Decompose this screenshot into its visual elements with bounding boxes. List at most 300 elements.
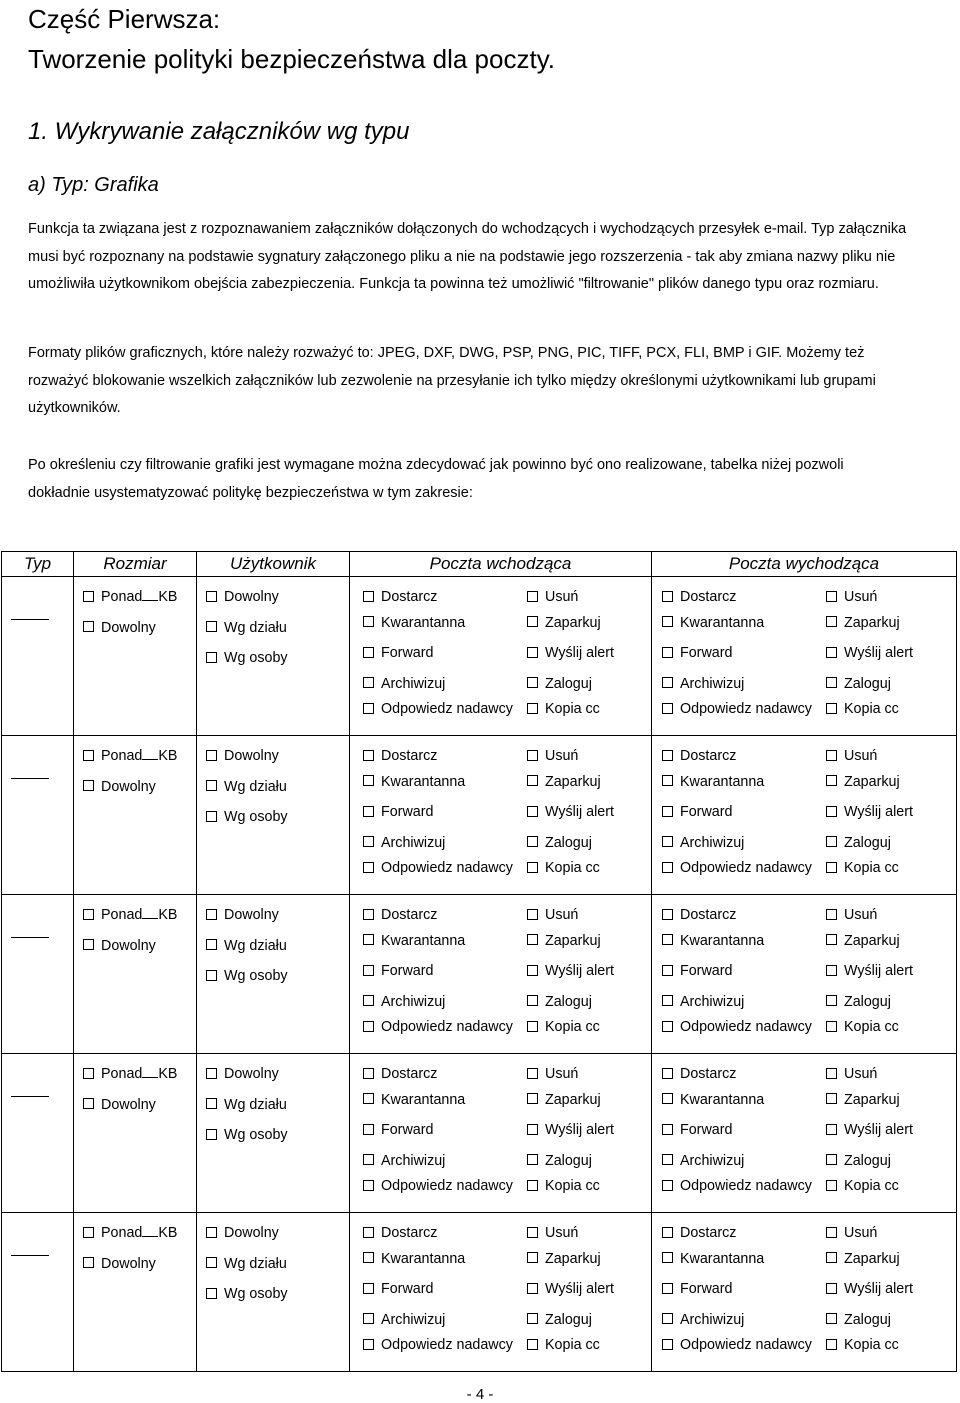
option-mail-action[interactable] <box>826 959 913 985</box>
checkbox-icon[interactable] <box>662 591 673 602</box>
checkbox-icon[interactable] <box>826 862 837 873</box>
option-mail-action[interactable] <box>363 1277 527 1303</box>
checkbox-icon[interactable] <box>527 1154 538 1165</box>
size-blank-field[interactable] <box>142 1224 158 1237</box>
checkbox-icon[interactable] <box>83 1227 94 1238</box>
cell-poczta-wychodzaca <box>652 1054 957 1213</box>
option-mail-action[interactable] <box>527 1118 614 1144</box>
checkbox-icon[interactable] <box>363 591 374 602</box>
option-mail-action[interactable] <box>826 641 913 667</box>
size-blank-field[interactable] <box>142 588 158 601</box>
option-mail-action[interactable] <box>826 856 899 882</box>
option-mail-action[interactable] <box>826 1333 899 1359</box>
option-mail-action[interactable] <box>662 641 826 667</box>
option-row <box>662 770 956 796</box>
checkbox-icon[interactable] <box>826 1180 837 1191</box>
checkbox-icon[interactable] <box>363 775 374 786</box>
checkbox-icon[interactable] <box>363 1093 374 1104</box>
checkbox-icon[interactable] <box>363 965 374 976</box>
option-mail-action[interactable] <box>826 1277 913 1303</box>
checkbox-icon[interactable] <box>826 750 837 761</box>
option-label: Wyślij alert <box>545 804 614 820</box>
option-user[interactable] <box>206 585 349 611</box>
option-user[interactable] <box>206 805 349 831</box>
checkbox-icon[interactable] <box>206 939 217 950</box>
header-uzytkownik: Użytkownik <box>197 552 350 577</box>
cell-typ[interactable] <box>2 1054 74 1213</box>
checkbox-icon[interactable] <box>826 703 837 714</box>
option-size-over[interactable] <box>83 1221 196 1247</box>
checkbox-icon[interactable] <box>826 1154 837 1165</box>
checkbox-icon[interactable] <box>206 621 217 632</box>
checkbox-icon[interactable] <box>826 775 837 786</box>
option-mail-action[interactable] <box>662 831 826 857</box>
checkbox-icon[interactable] <box>527 1180 538 1191</box>
option-mail-action[interactable] <box>662 1277 826 1303</box>
option-user[interactable] <box>206 1123 349 1149</box>
option-label: Zaloguj <box>545 1311 592 1328</box>
option-mail-action[interactable] <box>363 1015 527 1041</box>
checkbox-icon[interactable] <box>363 862 374 873</box>
checkbox-icon[interactable] <box>826 965 837 976</box>
option-mail-action[interactable] <box>662 959 826 985</box>
option-user[interactable] <box>206 1093 349 1119</box>
checkbox-icon[interactable] <box>206 1098 217 1109</box>
type-blank-field[interactable] <box>11 1255 49 1256</box>
checkbox-icon[interactable] <box>826 1021 837 1032</box>
option-mail-action[interactable] <box>662 1149 826 1175</box>
checkbox-icon[interactable] <box>363 934 374 945</box>
option-row <box>363 672 651 698</box>
checkbox-icon[interactable] <box>527 1252 538 1263</box>
checkbox-icon[interactable] <box>363 1313 374 1324</box>
checkbox-icon[interactable] <box>527 591 538 602</box>
option-mail-action[interactable] <box>527 831 592 857</box>
option-user[interactable] <box>206 1252 349 1278</box>
checkbox-icon[interactable] <box>826 995 837 1006</box>
option-size-over[interactable] <box>83 585 196 611</box>
option-label: Ponad <box>101 1066 143 1082</box>
option-mail-action[interactable] <box>826 1247 900 1273</box>
option-mail-action[interactable] <box>527 990 592 1016</box>
option-size-any[interactable] <box>83 934 196 960</box>
checkbox-icon[interactable] <box>662 1154 673 1165</box>
option-label: Wyślij alert <box>545 645 614 661</box>
cell-typ[interactable] <box>2 736 74 895</box>
checkbox-icon[interactable] <box>662 862 673 873</box>
option-mail-action[interactable] <box>826 1015 899 1041</box>
checkbox-icon[interactable] <box>83 1257 94 1268</box>
option-user[interactable] <box>206 616 349 642</box>
option-size-any[interactable] <box>83 1093 196 1119</box>
cell-poczta-wchodzaca <box>350 1213 652 1372</box>
option-mail-action[interactable] <box>363 831 527 857</box>
option-user[interactable] <box>206 1221 349 1247</box>
option-size-over[interactable] <box>83 744 196 770</box>
checkbox-icon[interactable] <box>83 909 94 920</box>
checkbox-icon[interactable] <box>206 909 217 920</box>
option-mail-action[interactable] <box>527 959 614 985</box>
checkbox-icon[interactable] <box>363 1154 374 1165</box>
option-size-over[interactable] <box>83 903 196 929</box>
option-mail-action[interactable] <box>826 672 891 698</box>
option-mail-action[interactable] <box>527 1015 600 1041</box>
checkbox-icon[interactable] <box>527 647 538 658</box>
option-mail-action[interactable] <box>662 1308 826 1334</box>
option-mail-action[interactable] <box>363 1062 527 1088</box>
size-blank-field[interactable] <box>142 1065 158 1078</box>
option-label: Dostarcz <box>381 1225 438 1241</box>
option-mail-action[interactable] <box>363 800 527 826</box>
checkbox-icon[interactable] <box>363 1068 374 1079</box>
checkbox-icon[interactable] <box>826 806 837 817</box>
option-mail-action[interactable] <box>527 1062 578 1088</box>
option-size-over[interactable] <box>83 1062 196 1088</box>
checkbox-icon[interactable] <box>363 1283 374 1294</box>
option-mail-action[interactable] <box>363 929 527 955</box>
option-mail-action[interactable] <box>662 929 826 955</box>
checkbox-icon[interactable] <box>662 703 673 714</box>
checkbox-icon[interactable] <box>826 934 837 945</box>
option-mail-action[interactable] <box>363 1308 527 1334</box>
option-mail-action[interactable] <box>527 1088 601 1114</box>
option-mail-action[interactable] <box>527 1333 600 1359</box>
option-mail-action[interactable] <box>826 990 891 1016</box>
checkbox-icon[interactable] <box>826 1339 837 1350</box>
checkbox-icon[interactable] <box>527 775 538 786</box>
paragraph-policy: Po określeniu czy filtrowanie grafiki jest wymagane można zdecydować jak powinno być ono realizowane, tabelka niżej pozwoli dokładnie usystematyzować politykę bezpieczeństwa w tym zakresie: <box>28 457 844 501</box>
checkbox-icon[interactable] <box>206 1257 217 1268</box>
checkbox-icon[interactable] <box>527 995 538 1006</box>
checkbox-icon[interactable] <box>363 1339 374 1350</box>
option-mail-action[interactable] <box>662 1247 826 1273</box>
option-mail-action[interactable] <box>826 831 891 857</box>
checkbox-icon[interactable] <box>206 652 217 663</box>
cell-typ[interactable] <box>2 1213 74 1372</box>
checkbox-icon[interactable] <box>826 677 837 688</box>
checkbox-icon[interactable] <box>826 1093 837 1104</box>
option-mail-action[interactable] <box>662 903 826 929</box>
option-mail-action[interactable] <box>527 585 578 611</box>
option-label: Wyślij alert <box>844 1122 913 1138</box>
checkbox-icon[interactable] <box>826 1068 837 1079</box>
option-mail-action[interactable] <box>662 1118 826 1144</box>
checkbox-icon[interactable] <box>826 1124 837 1135</box>
option-mail-action[interactable] <box>826 1149 891 1175</box>
option-mail-action[interactable] <box>527 1277 614 1303</box>
checkbox-icon[interactable] <box>826 909 837 920</box>
checkbox-icon[interactable] <box>662 934 673 945</box>
checkbox-icon[interactable] <box>527 616 538 627</box>
option-row <box>662 1015 956 1041</box>
checkbox-icon[interactable] <box>826 1227 837 1238</box>
option-mail-action[interactable] <box>527 800 614 826</box>
checkbox-icon[interactable] <box>662 909 673 920</box>
checkbox-icon[interactable] <box>363 647 374 658</box>
option-mail-action[interactable] <box>363 641 527 667</box>
option-mail-action[interactable] <box>826 1118 913 1144</box>
option-mail-action[interactable] <box>363 1088 527 1114</box>
checkbox-icon[interactable] <box>662 1021 673 1032</box>
checkbox-icon[interactable] <box>206 811 217 822</box>
option-mail-action[interactable] <box>662 697 826 723</box>
checkbox-icon[interactable] <box>662 1313 673 1324</box>
checkbox-icon[interactable] <box>662 1124 673 1135</box>
checkbox-icon[interactable] <box>363 836 374 847</box>
option-mail-action[interactable] <box>662 611 826 637</box>
option-mail-action[interactable] <box>363 744 527 770</box>
option-label: Kwarantanna <box>680 932 765 949</box>
option-row <box>363 1174 651 1200</box>
option-mail-action[interactable] <box>527 1247 601 1273</box>
checkbox-icon[interactable] <box>527 1227 538 1238</box>
option-mail-action[interactable] <box>527 611 601 637</box>
checkbox-icon[interactable] <box>206 780 217 791</box>
checkbox-icon[interactable] <box>206 1129 217 1140</box>
option-mail-action[interactable] <box>363 697 527 723</box>
document-title: Tworzenie polityki bezpieczeństwa dla poczty. <box>28 44 555 74</box>
option-mail-action[interactable] <box>527 1221 578 1247</box>
checkbox-icon[interactable] <box>826 1252 837 1263</box>
option-mail-action[interactable] <box>363 1174 527 1200</box>
size-blank-field[interactable] <box>142 747 158 760</box>
option-label: Dowolny <box>224 748 279 764</box>
checkbox-icon[interactable] <box>662 995 673 1006</box>
checkbox-icon[interactable] <box>527 836 538 847</box>
cell-typ[interactable] <box>2 577 74 736</box>
checkbox-icon[interactable] <box>83 591 94 602</box>
option-mail-action[interactable] <box>527 1174 600 1200</box>
type-blank-field[interactable] <box>11 778 49 779</box>
option-mail-action[interactable] <box>527 744 578 770</box>
option-mail-action[interactable] <box>527 929 601 955</box>
checkbox-icon[interactable] <box>662 1093 673 1104</box>
option-mail-action[interactable] <box>826 1221 877 1247</box>
option-mail-action[interactable] <box>662 1221 826 1247</box>
checkbox-icon[interactable] <box>83 1098 94 1109</box>
option-mail-action[interactable] <box>662 1088 826 1114</box>
option-mail-action[interactable] <box>826 1308 891 1334</box>
checkbox-icon[interactable] <box>527 862 538 873</box>
checkbox-icon[interactable] <box>527 750 538 761</box>
checkbox-icon[interactable] <box>206 1288 217 1299</box>
checkbox-icon[interactable] <box>527 1283 538 1294</box>
checkbox-icon[interactable] <box>527 806 538 817</box>
checkbox-icon[interactable] <box>527 1021 538 1032</box>
option-mail-action[interactable] <box>363 990 527 1016</box>
option-mail-action[interactable] <box>662 1174 826 1200</box>
checkbox-icon[interactable] <box>662 616 673 627</box>
option-mail-action[interactable] <box>363 611 527 637</box>
option-mail-action[interactable] <box>662 990 826 1016</box>
option-user[interactable] <box>206 1282 349 1308</box>
option-label: Odpowiedz nadawcy <box>680 1178 812 1194</box>
option-user[interactable] <box>206 1062 349 1088</box>
option-row <box>363 770 651 796</box>
option-mail-action[interactable] <box>363 1118 527 1144</box>
option-user[interactable] <box>206 775 349 801</box>
checkbox-icon[interactable] <box>363 1124 374 1135</box>
option-label: Dostarcz <box>381 589 438 605</box>
checkbox-icon[interactable] <box>527 1093 538 1104</box>
checkbox-icon[interactable] <box>363 616 374 627</box>
option-label: Wg działu <box>224 1096 287 1113</box>
checkbox-icon[interactable] <box>826 591 837 602</box>
checkbox-icon[interactable] <box>527 677 538 688</box>
option-mail-action[interactable] <box>363 672 527 698</box>
checkbox-icon[interactable] <box>527 703 538 714</box>
option-mail-action[interactable] <box>826 611 900 637</box>
option-mail-action[interactable] <box>363 903 527 929</box>
option-mail-action[interactable] <box>826 929 900 955</box>
option-user[interactable] <box>206 934 349 960</box>
checkbox-icon[interactable] <box>363 750 374 761</box>
option-size-any[interactable] <box>83 775 196 801</box>
option-mail-action[interactable] <box>662 744 826 770</box>
checkbox-icon[interactable] <box>662 806 673 817</box>
option-row <box>363 800 651 826</box>
option-mail-action[interactable] <box>662 1062 826 1088</box>
option-mail-action[interactable] <box>826 744 877 770</box>
checkbox-icon[interactable] <box>363 1180 374 1191</box>
checkbox-icon[interactable] <box>363 677 374 688</box>
checkbox-icon[interactable] <box>206 591 217 602</box>
checkbox-icon[interactable] <box>662 775 673 786</box>
checkbox-icon[interactable] <box>527 934 538 945</box>
option-label: Usuń <box>545 748 579 764</box>
checkbox-icon[interactable] <box>363 1252 374 1263</box>
checkbox-icon[interactable] <box>662 965 673 976</box>
option-mail-action[interactable] <box>662 1015 826 1041</box>
checkbox-icon[interactable] <box>826 1283 837 1294</box>
option-size-any[interactable] <box>83 1252 196 1278</box>
checkbox-icon[interactable] <box>527 1124 538 1135</box>
checkbox-icon[interactable] <box>527 909 538 920</box>
option-mail-action[interactable] <box>826 770 900 796</box>
option-user[interactable] <box>206 964 349 990</box>
checkbox-icon[interactable] <box>826 1313 837 1324</box>
checkbox-icon[interactable] <box>527 965 538 976</box>
option-mail-action[interactable] <box>826 697 899 723</box>
option-mail-action[interactable] <box>527 770 601 796</box>
option-label: Usuń <box>844 907 878 923</box>
option-label: Wg działu <box>224 937 287 954</box>
option-mail-action[interactable] <box>826 1062 877 1088</box>
checkbox-icon[interactable] <box>206 1068 217 1079</box>
option-label: Ponad <box>101 748 143 764</box>
option-label: Forward <box>381 1281 434 1297</box>
option-mail-action[interactable] <box>662 672 826 698</box>
option-mail-action[interactable] <box>363 1149 527 1175</box>
option-mail-action[interactable] <box>826 1088 900 1114</box>
option-size-any[interactable] <box>83 616 196 642</box>
type-blank-field[interactable] <box>11 937 49 938</box>
checkbox-icon[interactable] <box>662 647 673 658</box>
option-user[interactable] <box>206 646 349 672</box>
option-user[interactable] <box>206 744 349 770</box>
option-mail-action[interactable] <box>662 800 826 826</box>
checkbox-icon[interactable] <box>206 1227 217 1238</box>
option-mail-action[interactable] <box>363 770 527 796</box>
option-mail-action[interactable] <box>527 1308 592 1334</box>
option-mail-action[interactable] <box>826 903 877 929</box>
option-mail-action[interactable] <box>363 585 527 611</box>
subsection-heading: a) Typ: Grafika <box>28 174 159 196</box>
option-mail-action[interactable] <box>527 672 592 698</box>
option-mail-action[interactable] <box>826 585 877 611</box>
option-mail-action[interactable] <box>527 1149 592 1175</box>
checkbox-icon[interactable] <box>662 677 673 688</box>
option-mail-action[interactable] <box>826 1174 899 1200</box>
checkbox-icon[interactable] <box>363 806 374 817</box>
option-mail-action[interactable] <box>527 903 578 929</box>
checkbox-icon[interactable] <box>206 750 217 761</box>
checkbox-icon[interactable] <box>83 1068 94 1079</box>
option-mail-action[interactable] <box>363 856 527 882</box>
option-mail-action[interactable] <box>527 697 600 723</box>
checkbox-icon[interactable] <box>83 621 94 632</box>
option-mail-action[interactable] <box>363 1333 527 1359</box>
checkbox-icon[interactable] <box>662 750 673 761</box>
size-blank-field[interactable] <box>142 906 158 919</box>
checkbox-icon[interactable] <box>83 750 94 761</box>
checkbox-icon[interactable] <box>363 909 374 920</box>
option-mail-action[interactable] <box>662 770 826 796</box>
option-label: Kwarantanna <box>680 1091 765 1108</box>
option-mail-action[interactable] <box>363 1221 527 1247</box>
checkbox-icon[interactable] <box>662 1227 673 1238</box>
cell-uzytkownik <box>197 895 350 1054</box>
checkbox-icon[interactable] <box>527 1313 538 1324</box>
checkbox-icon[interactable] <box>826 616 837 627</box>
checkbox-icon[interactable] <box>527 1068 538 1079</box>
checkbox-icon[interactable] <box>826 647 837 658</box>
checkbox-icon[interactable] <box>206 970 217 981</box>
option-mail-action[interactable] <box>662 1333 826 1359</box>
checkbox-icon[interactable] <box>363 1227 374 1238</box>
option-mail-action[interactable] <box>363 959 527 985</box>
checkbox-icon[interactable] <box>662 1068 673 1079</box>
table-header-row <box>2 552 957 577</box>
checkbox-icon[interactable] <box>662 1283 673 1294</box>
checkbox-icon[interactable] <box>662 1180 673 1191</box>
checkbox-icon[interactable] <box>662 1339 673 1350</box>
checkbox-icon[interactable] <box>363 1021 374 1032</box>
option-mail-action[interactable] <box>363 1247 527 1273</box>
checkbox-icon[interactable] <box>826 836 837 847</box>
cell-typ[interactable] <box>2 895 74 1054</box>
checkbox-icon[interactable] <box>363 703 374 714</box>
option-label: Archiwizuj <box>381 675 446 692</box>
type-blank-field[interactable] <box>11 1096 49 1097</box>
checkbox-icon[interactable] <box>83 780 94 791</box>
checkbox-icon[interactable] <box>662 1252 673 1263</box>
option-mail-action[interactable] <box>527 641 614 667</box>
option-label: Kopia cc <box>545 1019 600 1035</box>
option-mail-action[interactable] <box>662 856 826 882</box>
option-user[interactable] <box>206 903 349 929</box>
checkbox-icon[interactable] <box>527 1339 538 1350</box>
checkbox-icon[interactable] <box>363 995 374 1006</box>
option-mail-action[interactable] <box>826 800 913 826</box>
option-row <box>662 929 956 955</box>
type-blank-field[interactable] <box>11 619 49 620</box>
checkbox-icon[interactable] <box>83 939 94 950</box>
option-mail-action[interactable] <box>662 585 826 611</box>
cell-rozmiar <box>74 895 197 1054</box>
checkbox-icon[interactable] <box>662 836 673 847</box>
option-mail-action[interactable] <box>527 856 600 882</box>
